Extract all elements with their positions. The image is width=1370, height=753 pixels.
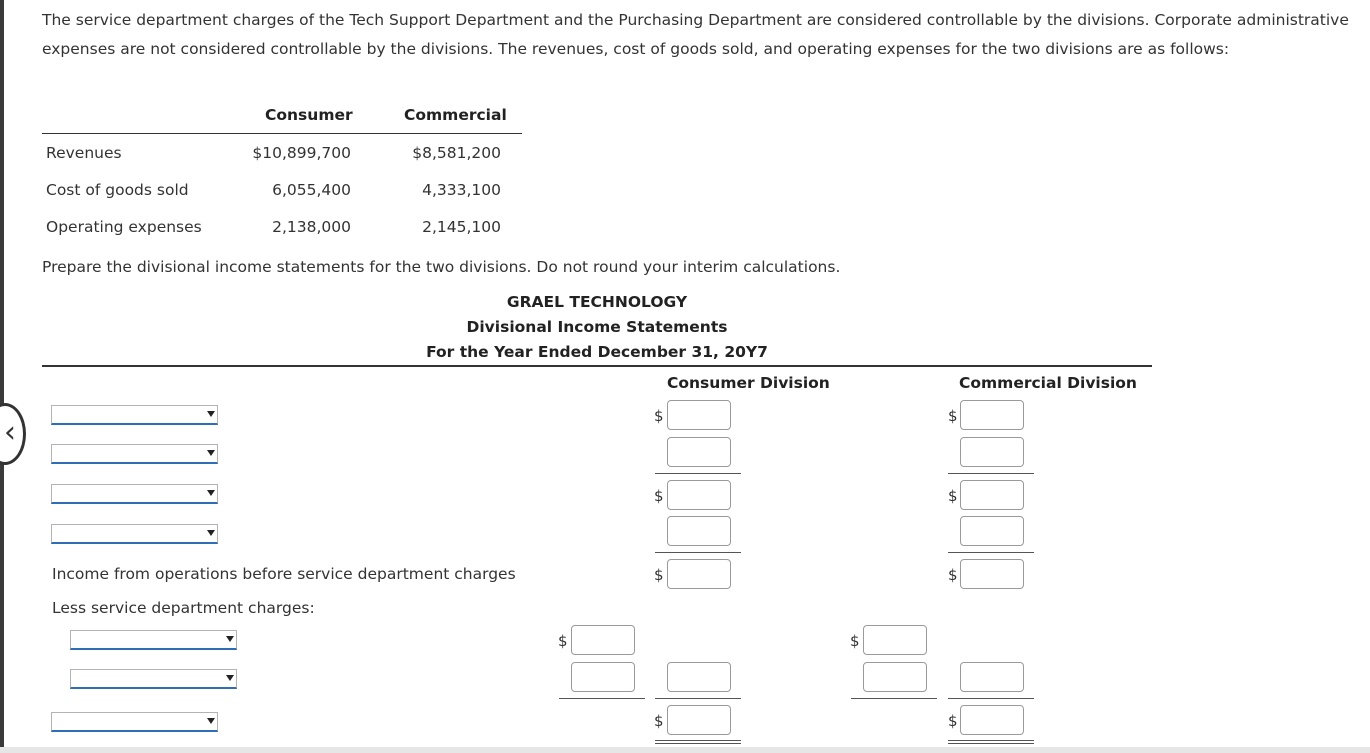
commercial-service-charge-1-input[interactable] <box>863 625 927 655</box>
commercial-row-4-input[interactable] <box>960 516 1024 546</box>
back-button[interactable] <box>0 403 26 465</box>
revenues-commercial: $8,581,200 <box>412 144 501 162</box>
consumer-income-before-input[interactable] <box>667 559 731 589</box>
consumer-row-1-input[interactable] <box>667 400 731 430</box>
consumer-final-input[interactable] <box>667 705 731 735</box>
commercial-row-1-input[interactable] <box>960 400 1024 430</box>
service-charge-1-select[interactable] <box>70 630 237 650</box>
subtotal-rule <box>851 698 937 699</box>
consumer-row-3-input[interactable] <box>667 480 731 510</box>
dollar-sign: $ <box>948 407 958 425</box>
commercial-row-3-input[interactable] <box>960 480 1024 510</box>
opex-commercial: 2,145,100 <box>422 218 501 236</box>
consumer-total-service-input[interactable] <box>667 662 731 692</box>
chevron-down-icon <box>207 490 215 496</box>
service-charge-2-select[interactable] <box>70 669 237 689</box>
left-edge-bar <box>0 0 4 753</box>
dollar-sign: $ <box>850 632 860 650</box>
intro-paragraph: The service department charges of the Tech Support Department and the Purchasing Department are considered controllable by the divisions. Corporate administrative expenses are not considered controllable by the divisions. The revenues, cost of goods sold, and operating expenses for the two divisions are as follows: <box>42 11 1349 58</box>
dollar-sign: $ <box>654 712 664 730</box>
income-before-label: Income from operations before service department charges <box>52 565 516 583</box>
commercial-total-service-input[interactable] <box>960 662 1024 692</box>
statement-title: Divisional Income Statements <box>466 318 728 336</box>
subtotal-rule <box>559 698 645 699</box>
row-4-select[interactable] <box>51 524 218 544</box>
chevron-down-icon <box>207 450 215 456</box>
commercial-row-2-input[interactable] <box>960 437 1024 467</box>
consumer-service-charge-2-input[interactable] <box>571 662 635 692</box>
consumer-row-2-input[interactable] <box>667 437 731 467</box>
row-1-select[interactable] <box>51 405 218 425</box>
chevron-down-icon <box>207 530 215 536</box>
dollar-sign: $ <box>558 632 568 650</box>
col-header-commercial: Commercial <box>404 106 507 124</box>
row-label-cogs: Cost of goods sold <box>46 181 189 199</box>
commercial-service-charge-2-input[interactable] <box>863 662 927 692</box>
dollar-sign: $ <box>654 487 664 505</box>
col-header-commercial-division: Commercial Division <box>959 374 1137 392</box>
statement-header-rule <box>42 365 1152 367</box>
instruction-text: Prepare the divisional income statements for the two divisions. Do not round your interim calculations. <box>42 258 841 276</box>
statement-period: For the Year Ended December 31, 20Y7 <box>426 343 768 361</box>
double-rule-bottom <box>655 743 741 744</box>
row-label-revenues: Revenues <box>46 144 122 162</box>
chevron-down-icon <box>207 718 215 724</box>
dollar-sign: $ <box>948 712 958 730</box>
dollar-sign: $ <box>948 487 958 505</box>
subtotal-rule <box>948 473 1034 474</box>
cogs-consumer: 6,055,400 <box>272 181 351 199</box>
row-3-select[interactable] <box>51 484 218 504</box>
chevron-down-icon <box>226 675 234 681</box>
double-rule-bottom <box>948 743 1034 744</box>
col-header-consumer-division: Consumer Division <box>667 374 830 392</box>
subtotal-rule <box>948 698 1034 699</box>
dollar-sign: $ <box>654 566 664 584</box>
final-row-select[interactable] <box>51 712 218 732</box>
subtotal-rule <box>655 473 741 474</box>
dollar-sign: $ <box>654 407 664 425</box>
company-name: GRAEL TECHNOLOGY <box>506 293 688 311</box>
dollar-sign: $ <box>948 566 958 584</box>
bottom-scroll-edge <box>0 747 1370 753</box>
double-rule-top <box>655 740 741 741</box>
subtotal-rule <box>948 552 1034 553</box>
row-label-opex: Operating expenses <box>46 218 202 236</box>
consumer-service-charge-1-input[interactable] <box>571 625 635 655</box>
opex-consumer: 2,138,000 <box>272 218 351 236</box>
revenues-consumer: $10,899,700 <box>252 144 351 162</box>
double-rule-top <box>948 740 1034 741</box>
chevron-down-icon <box>207 411 215 417</box>
cogs-commercial: 4,333,100 <box>422 181 501 199</box>
table-header-rule <box>42 133 522 134</box>
chevron-down-icon <box>226 636 234 642</box>
subtotal-rule <box>655 552 741 553</box>
less-service-label: Less service department charges: <box>52 599 315 617</box>
consumer-row-4-input[interactable] <box>667 516 731 546</box>
commercial-income-before-input[interactable] <box>960 559 1024 589</box>
chevron-left-icon: ‹ <box>4 415 16 450</box>
commercial-final-input[interactable] <box>960 705 1024 735</box>
col-header-consumer: Consumer <box>265 106 353 124</box>
subtotal-rule <box>655 698 741 699</box>
row-2-select[interactable] <box>51 444 218 464</box>
